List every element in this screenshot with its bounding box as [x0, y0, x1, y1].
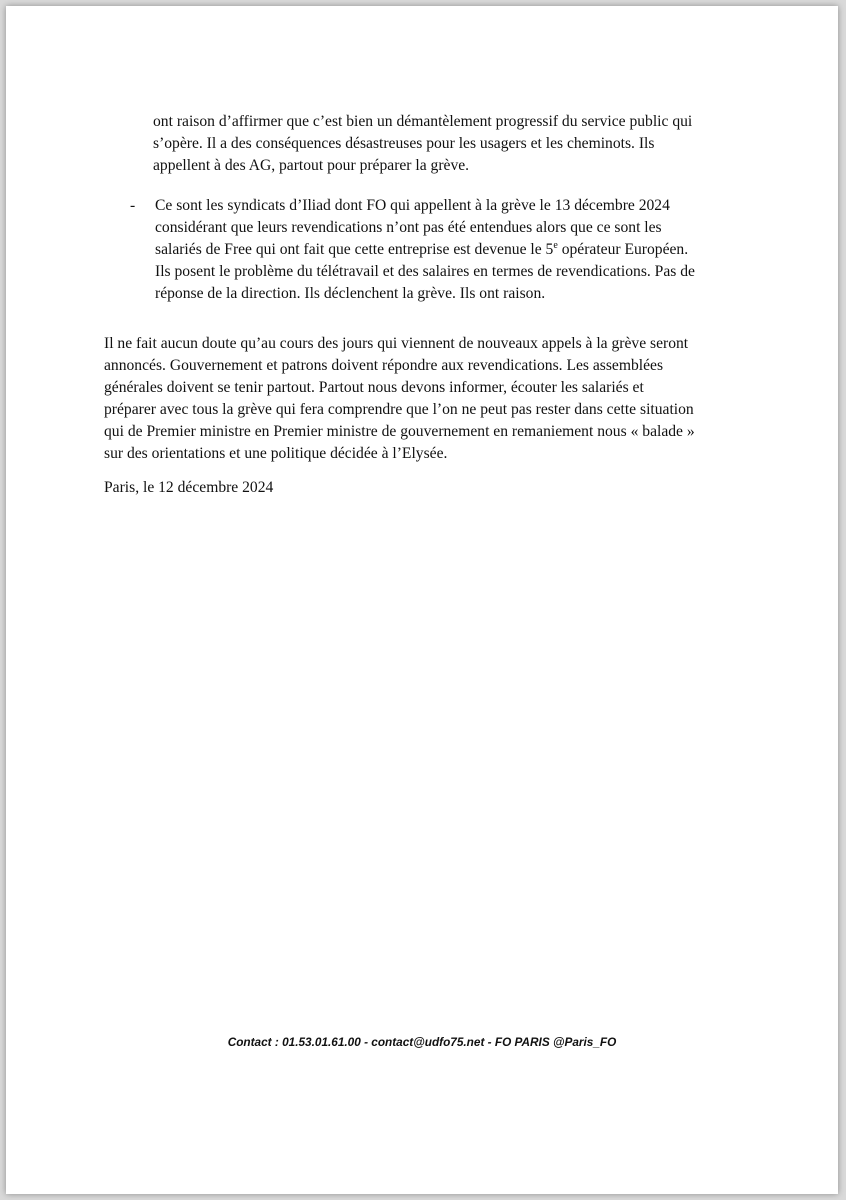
text-line: considérant que leurs revendications n’ont pas été entendues alors que ce sont les	[155, 219, 662, 236]
bullet-paragraph	[155, 195, 775, 305]
continuation-paragraph	[153, 111, 773, 177]
text-segment: opérateur Européen.	[557, 241, 689, 258]
contact-footer: Contact : 01.53.01.61.00 - contact@udfo75.net - FO PARIS @Paris_FO	[227, 1035, 617, 1049]
text-line: ont raison d’affirmer que c’est bien un démantèlement progressif du service public qui	[153, 113, 693, 130]
text-line	[155, 239, 775, 261]
text-line: qui de Premier ministre en Premier ministre de gouvernement en remaniement nous « balade »	[104, 423, 695, 440]
date-line: Paris, le 12 décembre 2024	[104, 479, 274, 496]
document-page	[6, 6, 838, 1194]
closing-paragraph	[104, 333, 754, 465]
superscript: e	[553, 239, 558, 251]
text-line: Ce sont les syndicats d’Iliad dont FO qui appellent à la grève le 13 décembre 2024	[155, 197, 670, 214]
text-line: s’opère. Il a des conséquences désastreuses pour les usagers et les cheminots. Ils	[153, 135, 655, 152]
text-line: annoncés. Gouvernement et patrons doivent répondre aux revendications. Les assemblées	[104, 357, 664, 374]
text-line: générales doivent se tenir partout. Partout nous devons informer, écouter les salariés et	[104, 379, 644, 396]
text-line: Ils posent le problème du télétravail et des salaires en termes de revendications. Pas de	[155, 263, 695, 280]
text-line: Il ne fait aucun doute qu’au cours des jours qui viennent de nouveaux appels à la grève seront	[104, 335, 689, 352]
text-line: préparer avec tous la grève qui fera comprendre que l’on ne peut pas rester dans cette situation	[104, 401, 694, 418]
text-line: sur des orientations et une politique décidée à l’Elysée.	[104, 445, 448, 462]
text-line: réponse de la direction. Ils déclenchent la grève. Ils ont raison.	[155, 285, 546, 302]
text-line: appellent à des AG, partout pour préparer la grève.	[153, 157, 470, 174]
bullet-dash-icon: -	[130, 197, 136, 214]
text-segment: salariés de Free qui ont fait que cette entreprise est devenue le 5	[155, 241, 554, 258]
